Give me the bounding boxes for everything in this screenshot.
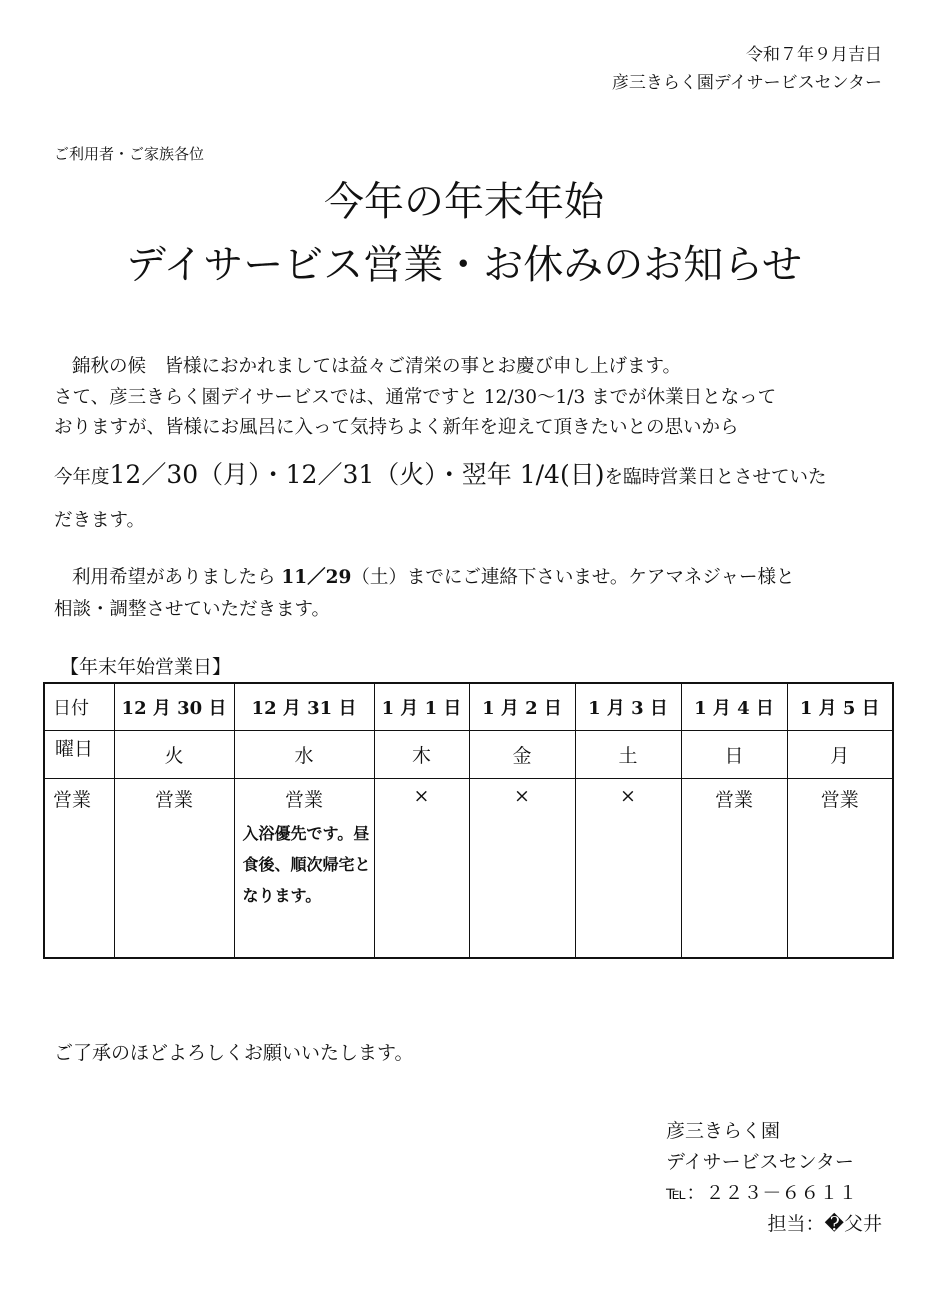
title-line-1: 今年の年末年始 — [324, 179, 604, 225]
application-deadline: 11／29 — [281, 567, 352, 588]
body-greeting: 錦秋の候 皆様におかれましては益々ご清栄の事とお慶び申し上げます。 — [72, 356, 682, 377]
date-cell: 1 月 4 日 — [681, 683, 787, 731]
special-business-dates: 12／30（月）・12／31（火）・翌年 1/4(日) — [109, 460, 605, 489]
date-cell: 1 月 1 日 — [374, 683, 469, 731]
weekday-row-label: 曜日 — [44, 731, 114, 779]
document-date: 令和７年９月吉日 — [746, 45, 882, 65]
body-line-2: さて、彦三きらく園デイサービスでは、通常ですと 12/30～1/3 までが休業日となって — [54, 387, 777, 408]
schedule-table — [43, 682, 894, 959]
weekday-cell: 水 — [234, 731, 374, 779]
weekday-cell: 土 — [575, 731, 681, 779]
sender-organization: 彦三きらく園デイサービスセンター — [611, 73, 882, 93]
signature-facility: 彦三きらく園 — [666, 1120, 781, 1142]
status-cell: × — [374, 779, 469, 959]
body-line-6-suffix: （土）までにご連絡下さいませ。ケアマネジャー様と — [351, 567, 795, 588]
body-line-6-prefix: 利用希望がありましたら — [72, 567, 282, 588]
date-cell: 1 月 2 日 — [469, 683, 575, 731]
signature-contact: 担当：�父井 — [767, 1213, 882, 1235]
status-cell: × — [575, 779, 681, 959]
body-line-3: おりますが、皆様にお風呂に入って気持ちよく新年を迎えて頂きたいとの思いから — [54, 417, 739, 438]
business-row-label: 営業 — [44, 779, 114, 959]
date-cell: 1 月 5 日 — [787, 683, 893, 731]
date-cell: 12 月 30 日 — [114, 683, 234, 731]
closing-remark: ご了承のほどよろしくお願いいたします。 — [54, 1042, 414, 1064]
body-line-7: 相談・調整させていただきます。 — [54, 599, 331, 620]
status-text: 営業 — [284, 789, 323, 811]
date-row-label: 日付 — [44, 683, 114, 731]
body-line-6 — [72, 563, 794, 589]
status-cell: 営業 — [114, 779, 234, 959]
weekday-cell: 木 — [374, 731, 469, 779]
business-row — [44, 779, 893, 959]
status-cell-with-note — [234, 779, 374, 959]
weekday-cell: 月 — [787, 731, 893, 779]
date-cell: 12 月 31 日 — [234, 683, 374, 731]
date-row — [44, 683, 893, 731]
body-line-5: だきます。 — [54, 510, 146, 531]
weekday-cell: 日 — [681, 731, 787, 779]
weekday-cell: 金 — [469, 731, 575, 779]
signature-phone: ℡：２２３－６６１１ — [666, 1182, 858, 1204]
signature-center: デイサービスセンター — [666, 1151, 854, 1173]
salutation: ご利用者・ご家族各位 — [54, 145, 205, 163]
body-line-4-suffix: を臨時営業日とさせていた — [604, 467, 827, 488]
body-line-4-prefix: 今年度 — [54, 467, 110, 488]
status-cell: 営業 — [787, 779, 893, 959]
date-cell: 1 月 3 日 — [575, 683, 681, 731]
bathing-note: 入浴優先です。昼食後、順次帰宅となります。 — [242, 824, 371, 905]
status-cell: 営業 — [681, 779, 787, 959]
title-line-2: デイサービス営業・お休みのお知らせ — [126, 242, 802, 288]
schedule-heading: 【年末年始営業日】 — [60, 656, 232, 678]
weekday-cell: 火 — [114, 731, 234, 779]
weekday-row — [44, 731, 893, 779]
status-cell: × — [469, 779, 575, 959]
body-line-4 — [54, 455, 826, 491]
